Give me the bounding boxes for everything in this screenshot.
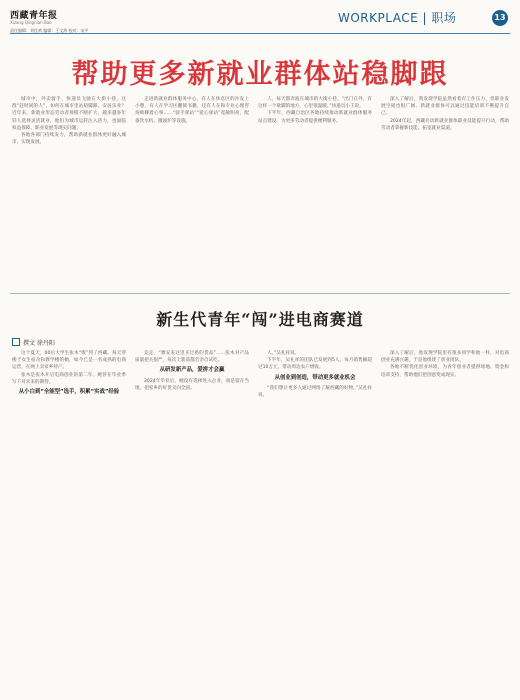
article2-column-4 [381, 350, 509, 690]
byline-box-icon [12, 338, 20, 346]
paragraph: 竞走，“雅安来这里买过新的货品”……张木对产品质量把关很严，每次上新前都会亲自试吃。 [135, 351, 249, 364]
paragraph: 2024年毕业后，她没有选择进入企业，而是留在当地，把家乡的好货卖向全国。 [135, 378, 249, 392]
byline [12, 338, 55, 347]
paragraph: 各地各部门持续发力，帮助新就业群体更好融入城市、实现发展。 [12, 133, 126, 146]
paragraph: 人。”吴礼祥说。 [267, 351, 300, 356]
paragraph: 深入了解后，我发现学院虽然看着有工作压力，但职业发展空间也很广阔，新就业群体可以通过技能培训不断提升自己。 [381, 97, 509, 117]
article1-column-3 [258, 96, 372, 288]
paragraph: 走进新就业群体服务中心，有人在休息区的沙发上小憩，有人在学习区翻阅书籍，还有人在和专业心理咨询师聊着心事……“骑手驿站”“爱心驿站”宽敞明亮，配备饮水机、微波炉等设施。 [135, 97, 249, 124]
article-divider [10, 293, 510, 294]
paragraph: 深入了解后，他发现学院里有很多同学和他一样，对电商创业充满兴趣，于是他组建了创业团队。 [381, 351, 509, 364]
editor-credits: 责任编辑：刘佳欢 编辑：王文海 校对：宋平 [10, 28, 89, 33]
article1-column-4 [381, 96, 509, 288]
paragraph: 2024年起，西藏启动新就业群体职业技能提升行动，帮助劳动者掌握新技能、拓宽就业渠道。 [381, 118, 509, 131]
subheading: 从创业到创造，带动更多就业机会 [274, 374, 356, 381]
article2-column-1 [12, 350, 126, 690]
paragraph: 下半年，吴礼祥的团队已发展到5人，每月销售额超过10万元，带动周边农户增收。 [258, 358, 372, 371]
article1-column-2 [135, 96, 249, 288]
article2-column-2 [135, 350, 249, 690]
subheading: 从小白到“全能型”选手，积累“实战”经验 [18, 389, 120, 396]
article2-column-3 [258, 350, 372, 690]
article2-headline: 新生代青年“闯”进电商赛道 [156, 310, 364, 329]
paper-name: 西藏青年报 [10, 11, 58, 21]
masthead [10, 6, 510, 40]
article1-column-1 [12, 96, 126, 288]
paragraph: 城市中，外卖骑手、快递员飞驰在大街小巷，这群“赶时间的人”，如何在城市里站稳脚跟、安居乐业？近年来，新就业形态劳动者规模不断扩大，越来越多年轻人选择灵活就业，他们为城市运转注入活力，也面临权益保障、职业发展等现实问题。 [12, 97, 126, 131]
header-rule [10, 33, 510, 34]
article1-headline: 帮助更多新就业群体站稳脚跟 [71, 59, 449, 90]
subheading: 从研发新产品，爱拼才会赢 [159, 367, 225, 374]
paper-subtitle: Xizang Qingnian Bao [10, 20, 52, 25]
paragraph: “我们想让更多人通过网络了解西藏的好物。”吴礼祥说。 [258, 386, 372, 399]
paragraph: 这个夏天，00后大学生张木“败”到了西藏。每天穿梭于女生宿舍和教学楼的她，如今已是一名成熟的电商运营，在网上卖家乡特产。 [12, 351, 126, 371]
section-label: WORKPLACE | 职场 [338, 11, 457, 25]
byline-text: 撰文 徐丹阳 [23, 340, 55, 347]
page-number: 13 [492, 10, 508, 26]
paragraph: 下半年，西藏自治区各地持续推动新就业群体服务站点建设，为更多劳动者提供便利服务。 [258, 111, 372, 124]
paragraph: 各地不断优化创业环境，为青年创业者提供场地、资金和培训支持，帮助他们把创意变成现实。 [381, 365, 509, 378]
paragraph: 张木是张木开启电商创业的第二年。她曾在毕业季写下对未来的期待。 [12, 372, 126, 385]
paragraph: 人，每天都奔波在城市的大街小巷。“出门在外，有这样一个歇脚的地方，心里很温暖。”快递员小王说。 [258, 97, 372, 110]
